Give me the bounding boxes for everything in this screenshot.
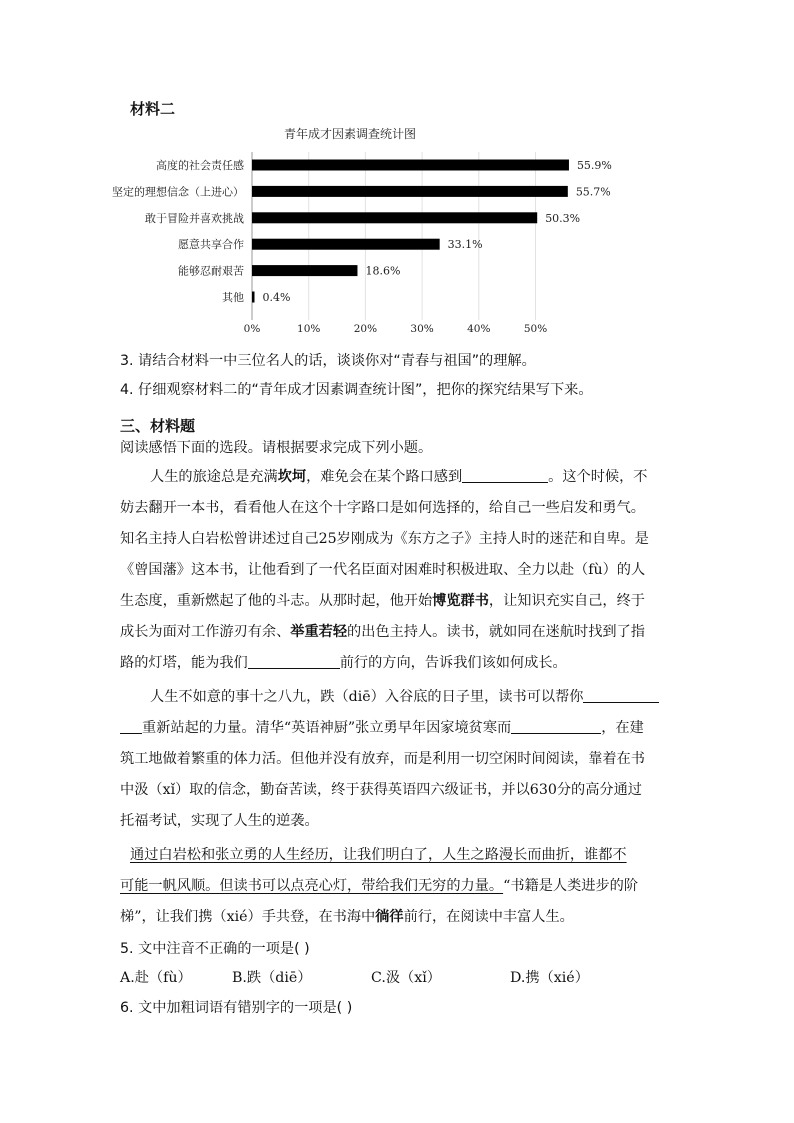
bold-word-juzhongruoqing: 举重若轻	[290, 624, 348, 640]
passage-p1-line6: 成长为面对工作游刃有余、举重若轻的出色主持人。读书，就如同在迷航时找到了指	[120, 624, 645, 640]
passage-p1-line7: 路的灯塔，能为我们 前行的方向，告诉我们该如何成长。	[120, 655, 567, 671]
chart-bars	[252, 160, 569, 303]
material2-title: 材料二	[130, 100, 176, 118]
chart-value-label: 0.4%	[262, 291, 291, 304]
passage-p3-line3: 梯”，让我们携（xié）手共登，在书海中徜徉前行，在阅读中丰富人生。	[120, 909, 574, 925]
passage-p3-line1: 通过白岩松和张立勇的人生经历，让我们明白了，人生之路漫长而曲折，谁都不	[130, 847, 627, 863]
chart-category-label: 坚定的理想信念（上进心）	[112, 185, 244, 199]
chart-x-ticks	[244, 323, 548, 335]
chart-category-label: 能够忍耐艰苦	[178, 264, 244, 278]
chart-x-tick-label: 20%	[353, 323, 378, 335]
chart-bar	[252, 160, 569, 171]
q5-option-c[interactable]: C.汲（xǐ）	[371, 970, 441, 986]
chart-category-label: 其他	[222, 291, 244, 304]
passage-p2-line1: 人生不如意的事十之八九，跌（diē）入谷底的日子里，读书可以帮你	[150, 688, 659, 706]
chart-value-labels	[263, 159, 612, 304]
answer-blank[interactable]	[248, 655, 340, 669]
chart-category-label: 敢于冒险并喜欢挑战	[145, 211, 244, 225]
passage-p2-line2: 重新站起的力量。清华“英语神厨”张立勇早年因家境贫寒而 ，在建	[120, 719, 644, 737]
chart-bar	[252, 265, 357, 276]
passage-p1-line2: 妨去翻开一本书，看看他人在这个十字路口是如何选择的，给自己一些启发和勇气。	[120, 500, 645, 516]
chart-value-label: 18.6%	[365, 264, 401, 278]
chart-bar	[252, 186, 568, 197]
passage-p1-line5: 生态度，重新燃起了他的斗志。从那时起，他开始博览群书，让知识充实自己，终于	[120, 593, 645, 609]
chart-gridlines	[252, 152, 536, 320]
passage-p1-line3: 知名主持人白岩松曾讲述过自己25岁刚成为《东方之子》主持人时的迷茫和自卑。是	[120, 531, 649, 547]
section-3-title: 三、材料题	[120, 417, 196, 435]
passage-p1-line1: 人生的旅途总是充满坎坷，难免会在某个路口感到 。这个时候，不	[150, 469, 648, 485]
section-3-instruction: 阅读感悟下面的选段。请根据要求完成下列小题。	[120, 440, 433, 456]
q5-option-a[interactable]: A.赴（fù）	[120, 970, 192, 986]
question-6: 6. 文中加粗词语有错别字的一项是( )	[120, 1000, 353, 1016]
chart-x-tick-label: 40%	[467, 323, 491, 335]
bold-word-changyang: 徜徉	[375, 909, 404, 925]
chart-value-label: 50.3%	[545, 211, 581, 225]
answer-blank-continued[interactable]	[120, 720, 142, 734]
chart-category-label: 高度的社会责任感	[156, 159, 244, 172]
passage-p3-line2: 可能一帆风顺。但读书可以点亮心灯，带给我们无穷的力量。“书籍是人类进步的阶	[120, 878, 639, 894]
bold-word-kanke: 坎坷	[277, 469, 307, 485]
q5-option-b[interactable]: B.跌（diē）	[232, 970, 312, 986]
chart-category-label: 愿意共享合作	[178, 238, 244, 252]
chart-title: 青年成才因素调查统计图	[283, 127, 417, 141]
chart-x-tick-label: 50%	[523, 323, 548, 335]
bold-word-bolanqunshu: 博览群书	[432, 593, 489, 609]
passage-p2-line4: 中汲（xǐ）取的信念，勤奋苦读，终于获得英语四六级证书，并以630分的高分通过	[120, 782, 642, 798]
chart-x-tick-label: 10%	[297, 323, 321, 335]
passage-p2-line5: 托福考试，实现了人生的逆袭。	[120, 813, 319, 829]
chart-bar	[252, 292, 255, 303]
question-3: 3. 请结合材料一中三位名人的话，谈谈你对“青春与祖国”的理解。	[120, 353, 536, 369]
chart-category-labels	[112, 158, 244, 304]
answer-blank[interactable]	[511, 720, 601, 734]
question-4: 4. 仔细观察材料二的“青年成才因素调查统计图”，把你的探究结果写下来。	[120, 382, 593, 398]
youth-success-bar-chart	[95, 124, 612, 336]
chart-x-tick-label: 0%	[243, 323, 261, 335]
passage-p2-line3: 筑工地做着繁重的体力活。但他并没有放弃，而是利用一切空闲时间阅读，靠着在书	[120, 751, 645, 767]
answer-blank[interactable]	[583, 689, 659, 703]
chart-bar	[252, 239, 440, 250]
question-5: 5. 文中注音不正确的一项是( )	[120, 941, 310, 957]
chart-value-label: 55.9%	[576, 159, 612, 172]
chart-x-tick-label: 30%	[410, 323, 434, 335]
chart-value-label: 33.1%	[447, 238, 483, 252]
chart-bar	[252, 212, 537, 223]
passage-p1-line4: 《曾国藩》这本书，让他看到了一代名臣面对困难时积极进取、全力以赴（fù）的人	[120, 562, 646, 578]
q5-option-d[interactable]: D.携（xié）	[510, 970, 589, 986]
answer-blank[interactable]	[462, 469, 548, 483]
chart-value-label: 55.7%	[575, 185, 611, 199]
